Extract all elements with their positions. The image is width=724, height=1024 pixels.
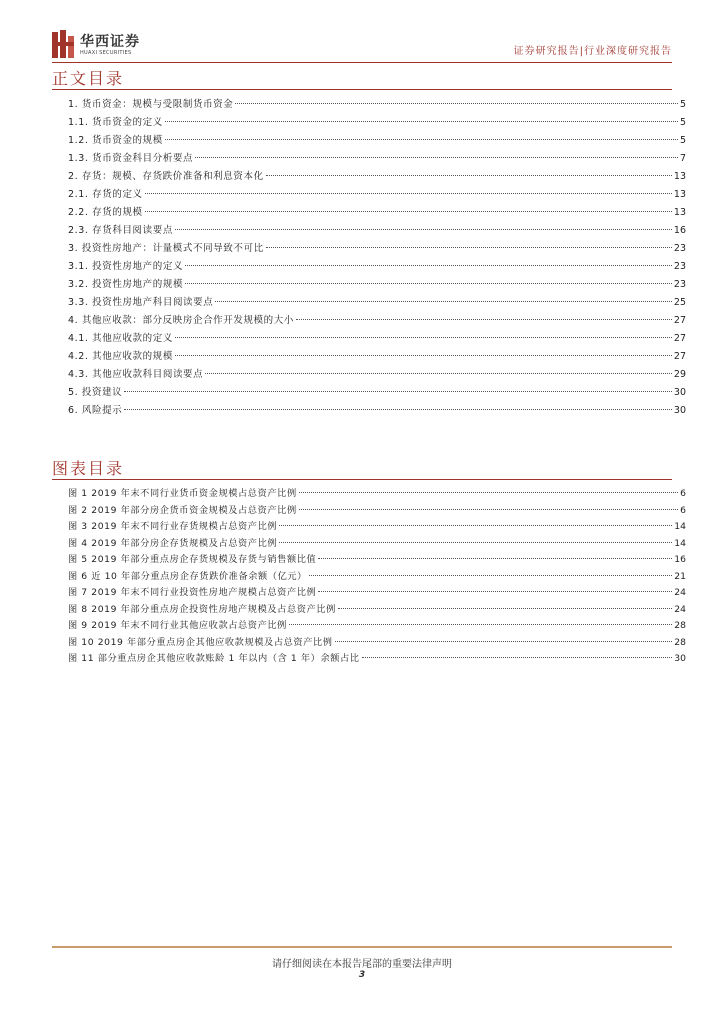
dot-leader bbox=[309, 575, 672, 576]
footer-divider bbox=[52, 946, 672, 948]
toc-entry-label: 3.3. 投资性房地产科目阅读要点 bbox=[68, 297, 214, 308]
dot-leader bbox=[185, 283, 672, 284]
figure-entry-page-number: 28 bbox=[674, 636, 686, 648]
toc-entry-label: 1. 货币资金：规模与受限制货币资金 bbox=[68, 99, 234, 110]
header-divider bbox=[52, 62, 672, 63]
toc-entry-label: 4.1. 其他应收款的定义 bbox=[68, 333, 173, 344]
toc-entry-page-number: 13 bbox=[673, 171, 686, 182]
toc-entry-label: 2.2. 存货的规模 bbox=[68, 207, 143, 218]
toc-entry-page-number: 27 bbox=[673, 351, 686, 362]
toc-entry[interactable] bbox=[68, 150, 686, 168]
dot-leader bbox=[175, 355, 672, 356]
figure-entry-page-number: 6 bbox=[680, 488, 686, 499]
dot-leader bbox=[318, 558, 672, 559]
figure-entry-page-number: 21 bbox=[674, 570, 686, 582]
figure-entry-page-number: 16 bbox=[674, 554, 686, 565]
toc-entry[interactable] bbox=[68, 402, 686, 420]
toc-entry-page-number: 23 bbox=[673, 243, 686, 254]
toc-entry-page-number: 5 bbox=[679, 117, 686, 128]
dot-leader bbox=[124, 391, 672, 392]
toc-entry-label: 3. 投资性房地产：计量模式不同导致不可比 bbox=[68, 243, 264, 254]
toc-entry-page-number: 13 bbox=[673, 189, 686, 200]
toc-entry[interactable] bbox=[68, 330, 686, 348]
figure-entry[interactable] bbox=[68, 635, 686, 652]
figure-entry-label: 图 7 2019 年末不同行业投资性房地产规模占总资产比例 bbox=[68, 587, 317, 598]
toc-entry-label: 2.3. 存货科目阅读要点 bbox=[68, 225, 173, 236]
toc-entry-label: 3.2. 投资性房地产的规模 bbox=[68, 279, 184, 290]
toc-entry[interactable] bbox=[68, 114, 686, 132]
toc-entry[interactable] bbox=[68, 276, 686, 294]
figure-entry[interactable] bbox=[68, 552, 686, 569]
toc-entry[interactable] bbox=[68, 366, 686, 384]
brand-name-en: HUAXI SECURITIES bbox=[80, 50, 132, 56]
toc-entry[interactable] bbox=[68, 258, 686, 276]
dot-leader bbox=[175, 337, 672, 338]
toc-entry[interactable] bbox=[68, 312, 686, 330]
toc-entry[interactable] bbox=[68, 348, 686, 366]
figure-entry[interactable] bbox=[68, 602, 686, 619]
toc-entry[interactable] bbox=[68, 204, 686, 222]
toc-entry-page-number: 29 bbox=[673, 369, 686, 380]
dot-leader bbox=[165, 121, 678, 122]
dot-leader bbox=[195, 157, 678, 158]
dot-leader bbox=[266, 247, 672, 248]
figure-list-title: 图表目录 bbox=[52, 459, 125, 478]
toc-entry-label: 1.1. 货币资金的定义 bbox=[68, 117, 163, 128]
dot-leader bbox=[175, 229, 672, 230]
toc-entry-label: 3.1. 投资性房地产的定义 bbox=[68, 261, 184, 272]
table-of-contents bbox=[68, 96, 686, 420]
dot-leader bbox=[338, 608, 672, 609]
figure-entry-label: 图 11 部分重点房企其他应收款账龄 1 年以内（含 1 年）余额占比 bbox=[68, 653, 360, 664]
toc-entry-page-number: 27 bbox=[673, 315, 686, 326]
toc-entry[interactable] bbox=[68, 294, 686, 312]
figure-entry-label: 图 4 2019 年部分房企存货规模及占总资产比例 bbox=[68, 537, 278, 549]
figure-entry-label: 图 3 2019 年末不同行业存货规模占总资产比例 bbox=[68, 521, 278, 532]
figure-entry-page-number: 24 bbox=[674, 587, 686, 598]
list-of-figures bbox=[68, 486, 686, 668]
figure-entry-label: 图 2 2019 年部分房企货币资金规模及占总资产比例 bbox=[68, 504, 297, 516]
figure-entry-page-number: 14 bbox=[674, 521, 686, 532]
toc-entry[interactable] bbox=[68, 222, 686, 240]
toc-entry-page-number: 13 bbox=[673, 207, 686, 218]
figure-entry-page-number: 28 bbox=[674, 620, 686, 631]
dot-leader bbox=[205, 373, 672, 374]
dot-leader bbox=[235, 103, 678, 104]
figure-entry-label: 图 10 2019 年部分重点房企其他应收款规模及占总资产比例 bbox=[68, 636, 333, 648]
dot-leader bbox=[335, 641, 673, 642]
figure-entry[interactable] bbox=[68, 536, 686, 553]
figure-entry[interactable] bbox=[68, 519, 686, 536]
figure-entry-page-number: 14 bbox=[674, 537, 686, 549]
figure-list-title-underline bbox=[52, 479, 672, 480]
figure-entry[interactable] bbox=[68, 585, 686, 602]
huaxi-logo-icon bbox=[52, 30, 74, 58]
brand-name-cn: 华西证券 bbox=[80, 34, 140, 50]
figure-entry-page-number: 24 bbox=[674, 603, 686, 615]
dot-leader bbox=[266, 175, 672, 176]
figure-entry[interactable] bbox=[68, 618, 686, 635]
figure-entry-page-number: 6 bbox=[680, 504, 686, 516]
dot-leader bbox=[289, 624, 672, 625]
toc-entry[interactable] bbox=[68, 186, 686, 204]
dot-leader bbox=[279, 525, 672, 526]
figure-entry[interactable] bbox=[68, 486, 686, 503]
toc-title-underline bbox=[52, 89, 672, 90]
toc-entry-label: 4.3. 其他应收款科目阅读要点 bbox=[68, 369, 204, 380]
dot-leader bbox=[279, 542, 672, 543]
toc-entry-page-number: 30 bbox=[673, 387, 686, 398]
toc-entry-label: 2.1. 存货的定义 bbox=[68, 189, 143, 200]
toc-entry-label: 4.2. 其他应收款的规模 bbox=[68, 351, 173, 362]
dot-leader bbox=[145, 211, 672, 212]
toc-entry-label: 2. 存货：规模、存货跌价准备和利息资本化 bbox=[68, 171, 264, 182]
legal-disclaimer-note: 请仔细阅读在本报告尾部的重要法律声明 bbox=[272, 959, 452, 970]
toc-entry-label: 6. 风险提示 bbox=[68, 405, 123, 416]
toc-entry[interactable] bbox=[68, 96, 686, 114]
dot-leader bbox=[296, 319, 672, 320]
dot-leader bbox=[215, 301, 672, 302]
toc-entry-page-number: 5 bbox=[679, 135, 686, 146]
toc-title: 正文目录 bbox=[52, 69, 125, 88]
toc-entry[interactable] bbox=[68, 168, 686, 186]
figure-entry-page-number: 30 bbox=[674, 653, 686, 664]
toc-entry-page-number: 5 bbox=[679, 99, 686, 110]
dot-leader bbox=[299, 509, 678, 510]
toc-entry-label: 1.3. 货币资金科目分析要点 bbox=[68, 153, 194, 164]
dot-leader bbox=[145, 193, 672, 194]
toc-entry-page-number: 27 bbox=[673, 333, 686, 344]
toc-entry-page-number: 23 bbox=[673, 261, 686, 272]
page-number: 3 bbox=[358, 970, 366, 980]
toc-entry[interactable] bbox=[68, 384, 686, 402]
dot-leader bbox=[318, 591, 672, 592]
page-header bbox=[0, 0, 724, 72]
company-logo bbox=[52, 30, 152, 64]
figure-entry[interactable] bbox=[68, 503, 686, 520]
toc-entry-page-number: 7 bbox=[679, 153, 686, 164]
figure-entry[interactable] bbox=[68, 569, 686, 586]
figure-entry-label: 图 5 2019 年部分重点房企存货规模及存货与销售额比值 bbox=[68, 554, 317, 565]
toc-entry-page-number: 16 bbox=[673, 225, 686, 236]
figure-entry-label: 图 6 近 10 年部分重点房企存货跌价准备余额（亿元） bbox=[68, 570, 307, 582]
dot-leader bbox=[185, 265, 672, 266]
report-type-label: 证券研究报告|行业深度研究报告 bbox=[513, 46, 672, 57]
figure-entry-label: 图 9 2019 年末不同行业其他应收款占总资产比例 bbox=[68, 620, 287, 631]
toc-entry-page-number: 25 bbox=[673, 297, 686, 308]
dot-leader bbox=[362, 657, 673, 658]
figure-entry-label: 图 1 2019 年末不同行业货币资金规模占总资产比例 bbox=[68, 488, 297, 499]
toc-entry-page-number: 30 bbox=[673, 405, 686, 416]
toc-entry-label: 4. 其他应收款：部分反映房企合作开发规模的大小 bbox=[68, 315, 294, 326]
toc-entry-label: 5. 投资建议 bbox=[68, 387, 123, 398]
dot-leader bbox=[124, 409, 672, 410]
figure-entry-label: 图 8 2019 年部分重点房企投资性房地产规模及占总资产比例 bbox=[68, 603, 336, 615]
toc-entry-label: 1.2. 货币资金的规模 bbox=[68, 135, 163, 146]
dot-leader bbox=[165, 139, 678, 140]
toc-entry-page-number: 23 bbox=[673, 279, 686, 290]
toc-entry[interactable] bbox=[68, 132, 686, 150]
toc-entry[interactable] bbox=[68, 240, 686, 258]
dot-leader bbox=[299, 492, 678, 493]
figure-entry[interactable] bbox=[68, 651, 686, 668]
